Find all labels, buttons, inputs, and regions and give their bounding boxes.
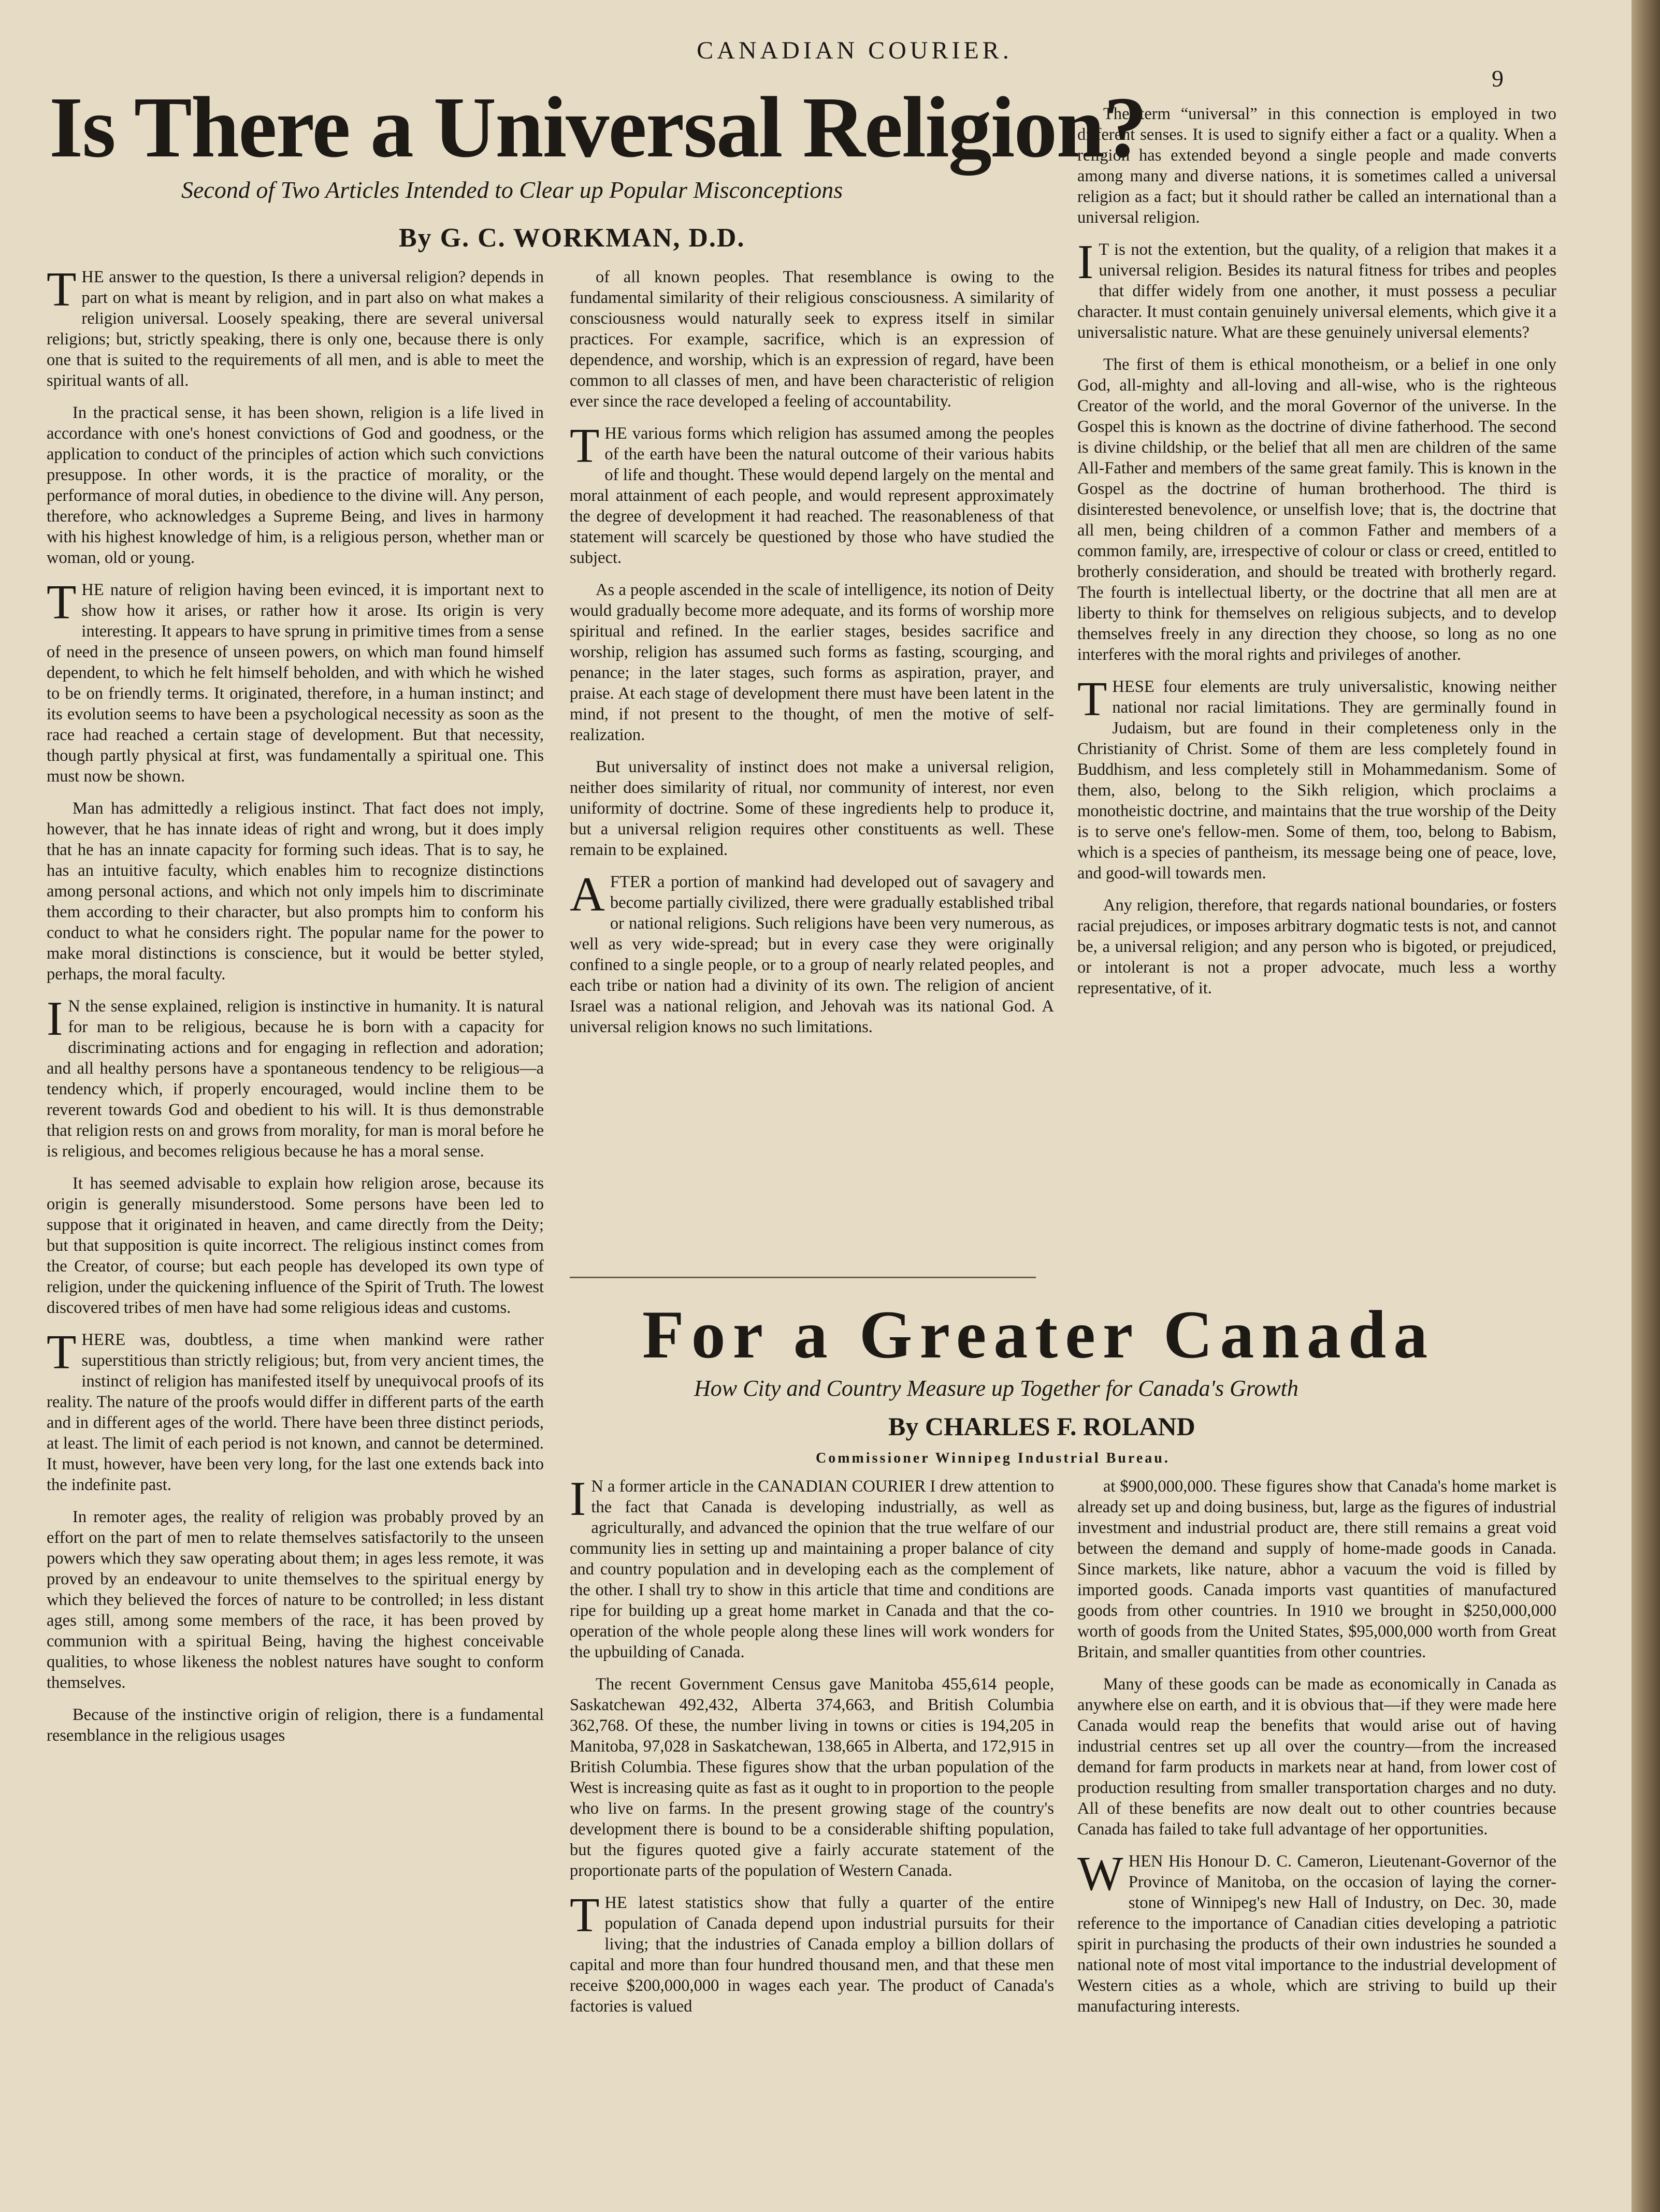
paragraph-text: N the sense explained, religion is instinctive in humanity. It is natural for man to be religious, because he is born with a capacity for discriminating actions and for engaging in reflection and adoration; and all healthy persons have a spontaneous tendency to be religious—a tendency which, if properly encouraged, would incline them to be reverent towards God and obedient to his will. It is thus demonstrable that religion rests on and grows from morality, for man is moral before he is religious, and becomes religious because he has a moral sense. xyxy=(47,997,544,1161)
article1-column-1 xyxy=(47,267,544,2173)
paragraph-text: The first of them is ethical monotheism, or a belief in one only God, all-mighty and all-loving and all-wise, who is the righteous Creator of the world, and the moral Governor of the universe. In the Gospel this is known as the doctrine of divine fatherhood. The second is divine childship, or the belief that all men are children of the same All-Father and members of the same great family. This is known in the Gospel as the doctrine of human brotherhood. The third is disinterested benevolence, or unselfish love; that is, the doctrine that all men, being children of a common Father and members of a common family, are, irrespective of colour or class or creed, entitled to brotherly consideration, and should be treated with brotherly regard. The fourth is intellectual liberty, or the doctrine that all men are at liberty to think for themselves on religious subjects, and to develop themselves freely in any direction they choose, so long as no one interferes with the moral rights and privileges of another. xyxy=(1077,355,1556,664)
paragraph xyxy=(570,868,1054,1037)
drop-cap: A xyxy=(570,868,605,921)
article2-column-1 xyxy=(570,1476,1054,2180)
paragraph xyxy=(1077,672,1556,884)
article-subtitle-2: How City and Country Measure up Together for Canada's Growth xyxy=(694,1376,1298,1401)
drop-cap: T xyxy=(570,419,600,473)
article-byline-2: By CHARLES F. ROLAND xyxy=(888,1412,1195,1441)
paragraph xyxy=(47,992,544,1162)
paragraph-text: HESE four elements are truly universalistic, knowing neither national nor racial limitations. They are germinally found in Judaism, but are found in their completeness only in the Christianity of Christ. Some of them are less completely found in Buddhism, and less completely still in Mohammedanism. Some of them, also, belong to the Sikh religion, which proclaims a monotheistic doctrine, and maintains that the true worship of the Deity is to serve one's fellow-men. Some of them, too, belong to Babism, which is a species of pantheism, its message being one of peace, love, and good-will towards men. xyxy=(1077,677,1556,883)
article1-column-2 xyxy=(570,267,1054,1251)
author-affiliation: Commissioner Winnipeg Industrial Bureau. xyxy=(816,1450,1170,1466)
article-subtitle: Second of Two Articles Intended to Clear up Popular Misconceptions xyxy=(181,177,843,203)
paragraph-text: HEN His Honour D. C. Cameron, Lieutenant-Governor of the Province of Manitoba, on the occasion of laying the corner-stone of Winnipeg's new Hall of Industry, on Dec. 30, made reference to the importance of Canadian cities developing a patriotic spirit in purchasing the products of their own industries he sounded a national note of most vital importance to the industrial development of Western cities as a whole, which are striving to build up their manufacturing interests. xyxy=(1077,1852,1556,2016)
paragraph xyxy=(47,575,544,787)
paragraph-text: of all known peoples. That resemblance is owing to the fundamental similarity of their religious consciousness. A similarity of consciousness would naturally seek to express itself in similar practices. For example, sacrifice, which is an expression of dependence, and worship, which is an expression of regard, have been common to all classes of men, and have been characteristic of religion ever since the race developed a feeling of accountability. xyxy=(570,268,1054,411)
paragraph-text: As a people ascended in the scale of intelligence, its notion of Deity would gradually become more adequate, and its forms of worship more spiritual and refined. In the earlier stages, besides sacrifice and worship, religion has assumed such forms as fasting, scourging, and penance; in the later stages, such forms as aspiration, prayer, and praise. At each stage of development there must have been latent in the mind, if not present to the thought, of men the motive of self-realization. xyxy=(570,581,1054,744)
drop-cap: T xyxy=(47,575,77,629)
paragraph-text: at $900,000,000. These figures show that Canada's home market is already set up and doing business, but, large as the figures of industrial investment and industrial product are, there still remains a great void between the demand and supply of home-made goods in Canada. Since markets, like nature, abhor a vacuum the void is filled by imported goods. Canada imports vast quantities of manufactured goods from other countries. In 1910 we brought in $250,000,000 worth of goods from the United States, $95,000,000 worth from Great Britain, and smaller quantities from other countries. xyxy=(1077,1477,1556,1661)
paragraph-text: HE latest statistics show that fully a quarter of the entire population of Canada depend upon industrial pursuits for their living; that the industries of Canada employ a billion dollars of capital and more than four hundred thousand men, and that these men receive $200,000,000 in wages each year. The product of Canada's factories is valued xyxy=(570,1893,1054,2016)
paragraph xyxy=(47,1704,544,1746)
paragraph-text: HE answer to the question, Is there a universal religion? depends in part on what is meant by religion, and in part also on what makes a religion universal. Loosely speaking, there are several universal religions; but, strictly speaking, there is only one, because there is only one that is suited to the requirements of all men, and is able to meet the spiritual wants of all. xyxy=(47,268,544,390)
paragraph-text: Any religion, therefore, that regards national boundaries, or fosters racial prejudices, or imposes arbitrary dogmatic tests is not, and cannot be, a universal religion; and any person who is bigoted, or prejudiced, or intolerant is not a proper advocate, much less a worthy representative, of it. xyxy=(1077,896,1556,997)
paragraph xyxy=(570,580,1054,745)
paragraph xyxy=(47,1173,544,1318)
drop-cap: I xyxy=(47,992,63,1046)
article2-column-2 xyxy=(1077,1476,1556,2180)
paragraph xyxy=(570,1476,1054,1662)
paragraph xyxy=(570,1888,1054,2017)
paragraph xyxy=(1077,104,1556,228)
paragraph-text: Man has admittedly a religious instinct. That fact does not imply, however, that he has innate ideas of right and wrong, but it does imply that he has an innate capacity for forming such ideas. That is to say, he has an intuitive faculty, which enables him to recognize distinctions among personal actions, and which not only impels him to discriminate them according to their character, but also prompts him to conform his conduct to what he considers right. The popular name for the power to make moral distinctions is conscience, but it would be better styled, perhaps, the moral faculty. xyxy=(47,799,544,984)
paragraph-text: It has seemed advisable to explain how religion arose, because its origin is generally misunderstood. Some persons have been led to suppose that it originated in heaven, and came directly from the Deity; but that supposition is quite incorrect. The religious instinct comes from the Creator, of course; but each people has developed its own type of religion, under the quickening influence of the Spirit of Truth. The lowest discovered tribes of men have had some religious ideas and customs. xyxy=(47,1174,544,1317)
paragraph xyxy=(1077,235,1556,343)
paragraph xyxy=(570,419,1054,568)
paragraph-text: N a former article in the CANADIAN COURIER I drew attention to the fact that Canada is developing industrially, as well as agriculturally, and advanced the opinion that the true welfare of our community lies in setting up and maintaining a proper balance of city and country population and in developing each as the complement of the other. I shall try to show in this article that time and conditions are ripe for building up a great home market in Canada and that the co-operation of the whole people along these lines will work wonders for the upbuilding of Canada. xyxy=(570,1477,1054,1661)
drop-cap: T xyxy=(47,267,77,316)
drop-cap: W xyxy=(1077,1847,1123,1901)
paragraph-text: But universality of instinct does not make a universal religion, neither does similarity of ritual, nor community of interest, nor even uniformity of doctrine. Some of these ingredients help to produce it, but a universal religion requires other constituents as well. These remain to be explained. xyxy=(570,758,1054,859)
drop-cap: T xyxy=(1077,672,1107,726)
paragraph xyxy=(570,757,1054,860)
paragraph-text: HERE was, doubtless, a time when mankind were rather superstitious than strictly religious; but, from very ancient times, the instinct of religion has manifested itself by unequivocal proofs of its reality. The nature of the proofs would differ in different parts of the earth and in different ages of the world. There have been three distinct periods, at least. The limit of each period is not known, and cannot be determined. It must, however, have been very long, for the last one extends back into the indefinite past. xyxy=(47,1331,544,1494)
drop-cap: T xyxy=(570,1888,600,1942)
paragraph xyxy=(47,1507,544,1693)
paragraph-text: The term “universal” in this connection is employed in two different senses. It is used to signify either a fact or a quality. When a religion has extended beyond a single people and made converts among many and diverse nations, it is sometimes called a universal religion as a fact; but it should rather be called an international than a universal religion. xyxy=(1077,105,1556,227)
paragraph xyxy=(47,267,544,391)
paragraph-text: In remoter ages, the reality of religion was probably proved by an effort on the part of men to relate themselves satisfactorily to the unseen powers which they saw operating about them; in ages less remote, it was proved by an endeavour to unite themselves to the spiritual energy by which they believed the forces of nature to be controlled; in less distant ages still, among some members of the race, it has been proved by communion with a spiritual Being, having the highest conceivable qualities, to whose likeness the noblest natures have sought to conform themselves. xyxy=(47,1508,544,1692)
paragraph xyxy=(1077,1847,1556,2017)
paragraph-text: FTER a portion of mankind had developed out of savagery and become partially civilized, there were gradually established tribal or national religions. Such religions have been very numerous, as well as very wide-spread; but in every case they were originally confined to a single people, or to a group of nearly related peoples, and each tribe or nation had a divinity of its own. The religion of ancient Israel was a national religion, and Jehovah was its national God. A universal religion knows no such limitations. xyxy=(570,873,1054,1036)
paragraph-text: Many of these goods can be made as economically in Canada as anywhere else on earth, and it is obvious that—if they were made here Canada would reap the benefits that would arise out of having industrial centres set up all over the country—from the increased demand for farm products in markets near at hand, from lower cost of production resulting from smaller transportation charges and no duty. All of these benefits are now dealt out to other countries because Canada has failed to take full advantage of her opportunities. xyxy=(1077,1675,1556,1839)
paragraph xyxy=(1077,354,1556,665)
paragraph xyxy=(47,798,544,985)
paragraph xyxy=(47,402,544,568)
article1-column-3 xyxy=(1077,104,1556,1259)
paragraph-text: HE nature of religion having been evinced, it is important next to show how it arises, or rather how it arose. Its origin is very interesting. It appears to have sprung in primitive times from a sense of need in the presence of unseen powers, on which man found himself dependent, to which he felt himself beholden, and with which he wished to be on friendly terms. It originated, therefore, in a human instinct; and its evolution seems to have been a psychological necessity as soon as the race had reached a certain stage of development. But that necessity, though partly physical at first, was fundamentally a spiritual one. This must now be shown. xyxy=(47,581,544,786)
drop-cap: T xyxy=(47,1325,77,1379)
paragraph xyxy=(1077,1476,1556,1662)
paragraph xyxy=(1077,1674,1556,1840)
paragraph xyxy=(570,1674,1054,1881)
paragraph xyxy=(47,1325,544,1495)
paragraph xyxy=(570,267,1054,412)
article-byline: By G. C. WORKMAN, D.D. xyxy=(399,223,745,253)
paragraph-text: T is not the extention, but the quality, of a religion that makes it a universal religion. Besides its natural fitness for tribes and peoples that differ widely from one another, it must possess a peculiar character. It must contain genuinely universal elements, which give it a universalistic nature. What are these genuinely universal elements? xyxy=(1077,240,1556,342)
paragraph-text: Because of the instinctive origin of religion, there is a fundamental resemblance in the religious usages xyxy=(47,1705,544,1745)
paragraph xyxy=(1077,895,1556,999)
article-title: Is There a Universal Religion? xyxy=(49,79,1146,176)
article-title-2: For a Greater Canada xyxy=(642,1296,1435,1372)
running-title: CANADIAN COURIER. xyxy=(697,37,1013,64)
paragraph-text: HE various forms which religion has assumed among the peoples of the earth have been the natural outcome of their various habits of life and thought. These would depend largely on the mental and moral attainment of each people, and would represent approximately the degree of development it had reached. The reasonableness of that statement will scarcely be questioned by those who have studied the subject. xyxy=(570,424,1054,567)
drop-cap: I xyxy=(1077,235,1094,289)
page-number: 9 xyxy=(1492,65,1504,92)
paragraph-text: In the practical sense, it has been shown, religion is a life lived in accordance with one's honest convictions of God and goodness, or the application to conduct of the principles of action which such convictions presuppose. In other words, it is the practice of morality, or the performance of moral duties, in obedience to the divine will. Any person, therefore, who acknowledges a Supreme Being, and lives in harmony with his highest knowledge of him, is a religious person, whether man or woman, old or young. xyxy=(47,403,544,567)
paragraph-text: The recent Government Census gave Manitoba 455,614 people, Saskatchewan 492,432, Alberta 374,663, and British Columbia 362,768. Of these, the number living in towns or cities is 194,205 in Manitoba, 97,028 in Saskatchewan, 138,665 in Alberta, and 172,915 in British Columbia. These figures show that the urban population of the West is increasing quite as fast as it ought to in proportion to the people who live on farms. In the present growing stage of the country's development there is bound to be a considerable shifting population, but the figures quoted give a fairly accurate statement of the proportionate parts of the population of Western Canada. xyxy=(570,1675,1054,1880)
drop-cap: I xyxy=(570,1476,586,1526)
section-rule xyxy=(570,1277,1036,1278)
binding-edge xyxy=(1632,0,1660,2212)
